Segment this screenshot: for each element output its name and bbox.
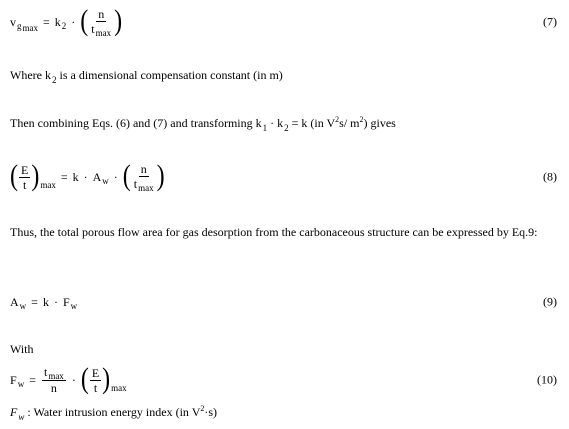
equals-sign: =: [43, 14, 50, 29]
fraction-e-over-t: $\frac{E}{t}$: [91, 365, 100, 395]
velocity-symbol: v: [10, 14, 16, 29]
equation-8: [10, 157, 557, 197]
text-fw-definition: $F_w$ : Water intrusion energy index (in $V^2\cdot s$): [10, 404, 218, 422]
velocity-subscript: gmax: [17, 21, 38, 33]
fraction-numerator: n: [98, 7, 105, 21]
equation-number: (10): [537, 372, 557, 387]
max-subscript: max: [40, 180, 56, 190]
fraction-n-over-tmax: $\frac{n}{t_{max}}$: [133, 162, 154, 193]
equation-10: [10, 360, 557, 400]
equation-number: (9): [543, 294, 557, 309]
text-thus-paragraph: Thus, the total porous flow area for gas desorption from the carbonaceous structure can be expressed by Eq.9:: [10, 225, 538, 239]
fraction-denominator: $t_{max}$: [91, 22, 112, 38]
equation-8-body: ( $\frac{E}{t}$ ) max = k · A w · ( $\frac{n}{t_{max}}$ ): [10, 159, 165, 193]
fraction-tmax-over-n: $\frac{t_{max}}{n}$: [43, 365, 64, 395]
equation-number: (7): [543, 14, 557, 29]
equation-number: (8): [543, 169, 557, 184]
right-paren: ): [114, 4, 123, 38]
text-where-k2: Where $k_2$ is a dimensional compensation constant (in m): [10, 68, 283, 85]
k-subscript: 2: [61, 21, 67, 31]
text-combining: Then combining Eqs. (6) and (7) and transforming $k_1 \cdot k_2 = k$ (in $V^2s/$ $m^2$) gives: [10, 115, 396, 133]
equation-10-body: F w = $\frac{t_{max}}{n}$ · ( $\frac{E}{t}$ ) max: [10, 362, 127, 396]
k-symbol: k: [54, 14, 61, 29]
equation-7: [10, 2, 557, 42]
dot-operator: ·: [71, 14, 76, 29]
equation-9: [10, 282, 557, 322]
left-paren: (: [80, 4, 89, 38]
equation-9-body: A w = k · F w: [10, 294, 78, 311]
fraction-e-over-t: $\frac{E}{t}$: [21, 162, 29, 192]
equation-7-body: [10, 2, 122, 42]
fraction-n-over-tmax: [89, 8, 113, 36]
text-with: With: [10, 342, 34, 356]
